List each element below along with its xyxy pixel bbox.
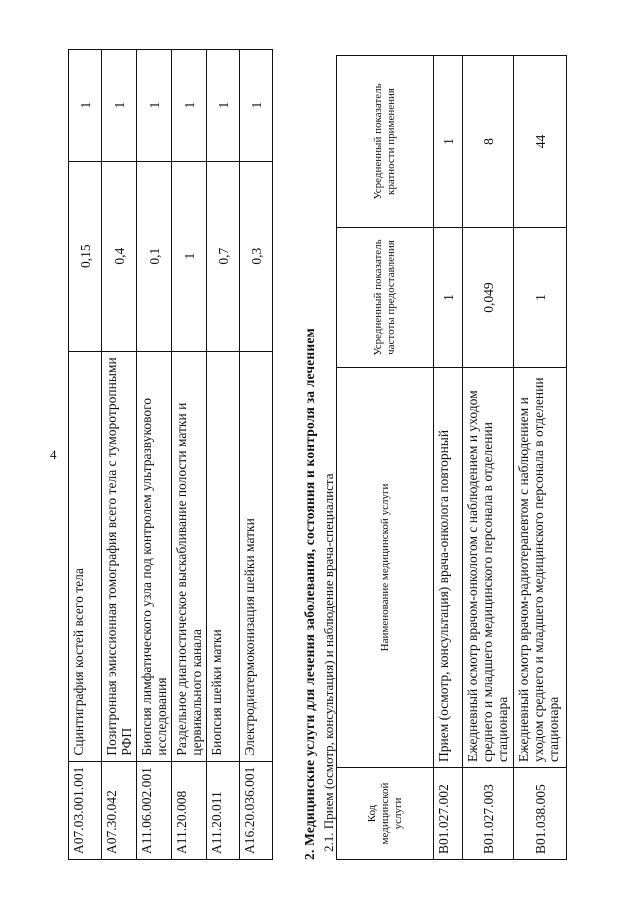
table-row bbox=[514, 56, 567, 860]
service-code: B01.027.002 bbox=[434, 768, 463, 860]
frequency-value: 0,7 bbox=[207, 161, 240, 351]
service-code: B01.027.003 bbox=[463, 768, 514, 860]
multiplicity-value: 8 bbox=[463, 56, 514, 228]
table-header-row bbox=[337, 56, 434, 860]
table-row bbox=[207, 49, 240, 859]
frequency-value: 0,3 bbox=[240, 161, 273, 351]
service-name: Биопсия шейки матки bbox=[207, 351, 240, 761]
frequency-value: 0,4 bbox=[102, 161, 137, 351]
header-code: Код медицинской услуги bbox=[337, 768, 434, 860]
treatment-services-table bbox=[336, 55, 567, 860]
frequency-value: 1 bbox=[172, 161, 207, 351]
multiplicity-value: 1 bbox=[240, 49, 273, 161]
table-row bbox=[240, 49, 273, 859]
service-code: A07.30.042 bbox=[102, 761, 137, 859]
page-number: 4 bbox=[50, 447, 57, 462]
services-table-continued bbox=[68, 49, 273, 860]
frequency-value: 0,15 bbox=[69, 161, 102, 351]
header-multiplicity: Усредненный показатель кратности применения bbox=[337, 56, 434, 228]
service-name: Электродиатермоконизация шейки матки bbox=[240, 351, 273, 761]
service-name: Раздельное диагностическое выскабливание полости матки и цервикального канала bbox=[172, 351, 207, 761]
multiplicity-value: 1 bbox=[102, 49, 137, 161]
table-row bbox=[172, 49, 207, 859]
subsection-title: 2.1. Прием (осмотр, консультация) и наблюдение врача-специалиста bbox=[321, 473, 336, 852]
multiplicity-value: 1 bbox=[172, 49, 207, 161]
frequency-value: 0,049 bbox=[463, 228, 514, 368]
frequency-value: 1 bbox=[434, 228, 463, 368]
service-code: B01.038.005 bbox=[514, 768, 567, 860]
table-row bbox=[137, 49, 172, 859]
frequency-value: 0,1 bbox=[137, 161, 172, 351]
section-title: 2. Медицинские услуги для лечения заболевания, состояния и контроля за лечением bbox=[302, 328, 317, 860]
service-name: Позитронная эмиссионная томография всего тела с туморотропными РФП bbox=[102, 351, 137, 761]
header-name: Наименование медицинской услуги bbox=[337, 368, 434, 768]
table-row bbox=[463, 56, 514, 860]
table-row bbox=[434, 56, 463, 860]
service-code: A16.20.036.001 bbox=[240, 761, 273, 859]
rotated-page-content bbox=[40, 40, 600, 860]
table-row bbox=[102, 49, 137, 859]
service-name: Прием (осмотр, консультация) врача-онколога повторный bbox=[434, 368, 463, 768]
service-name: Сцинтиграфия костей всего тела bbox=[69, 351, 102, 761]
table-row bbox=[69, 49, 102, 859]
multiplicity-value: 1 bbox=[69, 49, 102, 161]
multiplicity-value: 44 bbox=[514, 56, 567, 228]
service-name: Биопсия лимфатического узла под контролем ультразвукового исследования bbox=[137, 351, 172, 761]
multiplicity-value: 1 bbox=[207, 49, 240, 161]
service-code: A07.03.001.001 bbox=[69, 761, 102, 859]
header-frequency: Усредненный показатель частоты предоставления bbox=[337, 228, 434, 368]
frequency-value: 1 bbox=[514, 228, 567, 368]
service-name: Ежедневный осмотр врачом-радиотерапевтом с наблюдением и уходом среднего и младшего медицинского персонала в отделении стационара bbox=[514, 368, 567, 768]
service-code: A11.20.008 bbox=[172, 761, 207, 859]
service-code: A11.20.011 bbox=[207, 761, 240, 859]
service-code: A11.06.002.001 bbox=[137, 761, 172, 859]
service-name: Ежедневный осмотр врачом-онкологом с наблюдением и уходом среднего и младшего медицинского персонала в отделении стационара bbox=[463, 368, 514, 768]
multiplicity-value: 1 bbox=[434, 56, 463, 228]
multiplicity-value: 1 bbox=[137, 49, 172, 161]
